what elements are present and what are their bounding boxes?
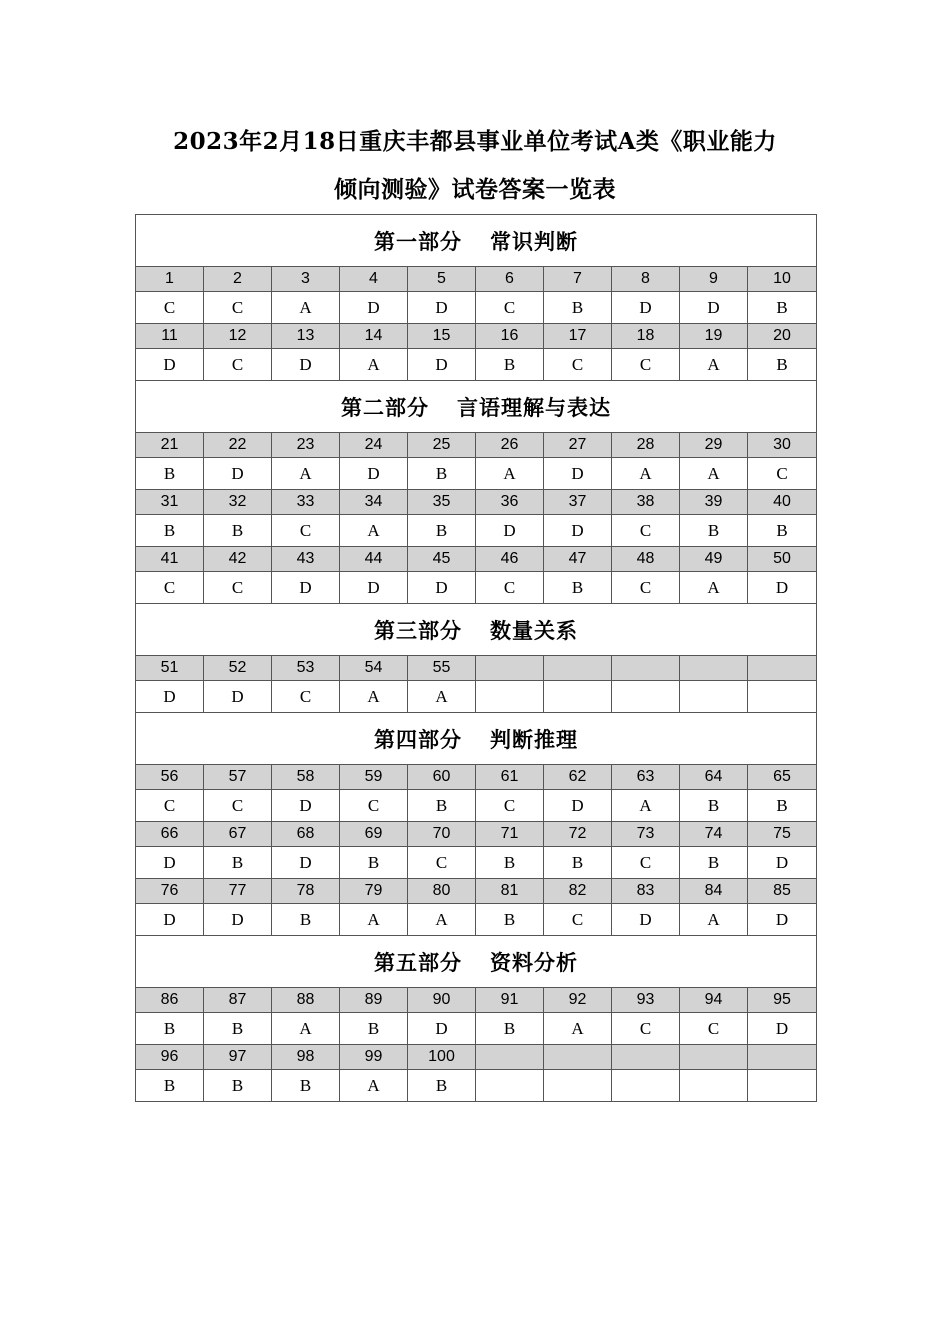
answer-row [136,1013,817,1045]
question-number-cell: 82 [544,879,612,904]
question-number-cell: 49 [680,547,748,572]
answer-cell [476,1070,544,1102]
question-number-cell: 31 [136,490,204,515]
question-number-row [136,988,817,1013]
question-number-cell: 90 [408,988,476,1013]
answer-row [136,292,817,324]
answer-cell: A [272,1013,340,1045]
answer-cell: A [544,1013,612,1045]
question-number-cell [476,1045,544,1070]
section-title [136,381,817,433]
question-number-cell: 4 [340,267,408,292]
section-part-label: 第二部分 [341,394,429,420]
question-number-cell: 40 [748,490,817,515]
answer-cell: B [136,458,204,490]
section-part-label: 第四部分 [374,726,462,752]
answer-row [136,790,817,822]
question-number-cell: 15 [408,324,476,349]
question-number-cell: 18 [612,324,680,349]
question-number-cell [544,1045,612,1070]
answer-cell: B [408,790,476,822]
question-number-cell: 63 [612,765,680,790]
question-number-row [136,656,817,681]
answer-cell: D [748,904,817,936]
answer-cell: B [204,1013,272,1045]
question-number-cell: 68 [272,822,340,847]
answer-cell: B [340,847,408,879]
answer-cell: C [612,572,680,604]
answer-cell: C [136,790,204,822]
answer-cell: B [544,847,612,879]
answer-row [136,515,817,547]
answer-cell: D [748,847,817,879]
question-number-cell: 83 [612,879,680,904]
answer-cell: A [476,458,544,490]
answer-cell: C [476,292,544,324]
question-number-cell: 84 [680,879,748,904]
answer-cell: D [204,904,272,936]
section-title [136,215,817,267]
answer-cell: A [680,572,748,604]
answer-cell: B [272,904,340,936]
question-number-cell: 47 [544,547,612,572]
question-number-cell: 80 [408,879,476,904]
answer-cell: C [612,515,680,547]
answer-cell: B [204,515,272,547]
section-part-label: 第三部分 [374,617,462,643]
question-number-cell: 17 [544,324,612,349]
question-number-cell: 93 [612,988,680,1013]
answer-cell: B [476,349,544,381]
answer-cell: B [476,904,544,936]
question-number-cell: 57 [204,765,272,790]
question-number-cell: 97 [204,1045,272,1070]
answer-cell: B [408,515,476,547]
question-number-cell: 70 [408,822,476,847]
answer-cell [748,1070,817,1102]
answer-cell: B [680,790,748,822]
answer-cell: B [680,847,748,879]
answer-cell: A [340,349,408,381]
answer-cell: D [136,349,204,381]
answer-cell: C [612,349,680,381]
question-number-cell: 39 [680,490,748,515]
answer-cell: D [204,458,272,490]
section-name-label: 判断推理 [490,726,578,752]
answer-cell: C [476,790,544,822]
answer-cell [544,1070,612,1102]
answer-row [136,681,817,713]
question-number-cell: 1 [136,267,204,292]
question-number-cell: 38 [612,490,680,515]
answer-cell: D [476,515,544,547]
answer-cell: D [612,904,680,936]
question-number-cell: 6 [476,267,544,292]
question-number-cell: 53 [272,656,340,681]
question-number-cell: 46 [476,547,544,572]
answer-cell: A [612,458,680,490]
answer-cell: C [612,1013,680,1045]
answer-cell: C [204,349,272,381]
section-name-label: 言语理解与表达 [457,394,611,420]
question-number-cell: 24 [340,433,408,458]
answer-cell: D [272,572,340,604]
answer-cell: C [136,572,204,604]
section-title [136,604,817,656]
section-header-row [136,381,817,433]
question-number-cell: 72 [544,822,612,847]
answer-cell: D [544,790,612,822]
answer-cell: C [544,349,612,381]
answer-cell: B [340,1013,408,1045]
question-number-cell: 50 [748,547,817,572]
question-number-cell: 23 [272,433,340,458]
question-number-cell: 54 [340,656,408,681]
question-number-cell: 51 [136,656,204,681]
answer-cell: C [612,847,680,879]
section-header-row [136,936,817,988]
answer-cell: A [680,904,748,936]
question-number-cell [612,1045,680,1070]
question-number-cell [476,656,544,681]
question-number-cell: 58 [272,765,340,790]
question-number-cell [748,656,817,681]
question-number-cell: 30 [748,433,817,458]
answer-cell: D [408,1013,476,1045]
question-number-cell: 9 [680,267,748,292]
answer-cell: B [544,572,612,604]
answer-cell: A [340,1070,408,1102]
question-number-cell: 32 [204,490,272,515]
document-title [0,118,950,214]
answer-row [136,572,817,604]
question-number-cell: 59 [340,765,408,790]
question-number-row [136,765,817,790]
question-number-cell: 88 [272,988,340,1013]
answer-cell: C [272,515,340,547]
answer-table [135,214,817,1102]
answer-row [136,458,817,490]
answer-cell: A [612,790,680,822]
answer-cell: C [340,790,408,822]
answer-cell: C [544,904,612,936]
answer-row [136,1070,817,1102]
answer-cell [476,681,544,713]
question-number-cell: 69 [340,822,408,847]
answer-cell: A [408,904,476,936]
question-number-cell: 2 [204,267,272,292]
answer-cell: B [136,1070,204,1102]
question-number-cell: 61 [476,765,544,790]
question-number-cell: 81 [476,879,544,904]
question-number-cell: 85 [748,879,817,904]
answer-cell: C [204,572,272,604]
answer-cell [544,681,612,713]
answer-cell: D [748,572,817,604]
question-number-cell: 20 [748,324,817,349]
question-number-cell: 76 [136,879,204,904]
question-number-cell: 91 [476,988,544,1013]
question-number-cell: 99 [340,1045,408,1070]
question-number-cell: 5 [408,267,476,292]
question-number-row [136,433,817,458]
question-number-cell: 98 [272,1045,340,1070]
question-number-row [136,267,817,292]
answer-cell [680,681,748,713]
answer-cell: B [476,1013,544,1045]
question-number-cell: 43 [272,547,340,572]
answer-cell: A [680,349,748,381]
question-number-cell: 35 [408,490,476,515]
question-number-cell: 25 [408,433,476,458]
question-number-row [136,822,817,847]
question-number-row [136,547,817,572]
question-number-cell: 14 [340,324,408,349]
question-number-row [136,490,817,515]
question-number-cell: 74 [680,822,748,847]
answer-row [136,904,817,936]
answer-cell: D [408,292,476,324]
answer-cell: D [272,847,340,879]
answer-cell: B [272,1070,340,1102]
question-number-cell: 33 [272,490,340,515]
answer-cell [612,1070,680,1102]
question-number-cell: 37 [544,490,612,515]
answer-cell: C [476,572,544,604]
answer-cell: B [408,1070,476,1102]
answer-cell: D [340,292,408,324]
answer-cell: A [408,681,476,713]
answer-cell: C [272,681,340,713]
question-number-row [136,324,817,349]
answer-cell: B [204,1070,272,1102]
answer-cell: C [136,292,204,324]
question-number-cell [680,656,748,681]
question-number-cell: 42 [204,547,272,572]
answer-cell: D [680,292,748,324]
question-number-cell: 65 [748,765,817,790]
answer-cell: A [340,904,408,936]
question-number-cell: 16 [476,324,544,349]
answer-cell: B [680,515,748,547]
answer-cell: B [748,349,817,381]
answer-cell: C [204,292,272,324]
answer-row [136,349,817,381]
answer-row [136,847,817,879]
question-number-cell: 100 [408,1045,476,1070]
answer-cell: C [204,790,272,822]
question-number-cell: 27 [544,433,612,458]
question-number-cell: 44 [340,547,408,572]
section-name-label: 资料分析 [490,949,578,975]
question-number-cell [680,1045,748,1070]
question-number-cell: 56 [136,765,204,790]
answer-cell: D [136,904,204,936]
answer-cell: D [204,681,272,713]
answer-cell: B [544,292,612,324]
question-number-cell: 8 [612,267,680,292]
question-number-cell: 92 [544,988,612,1013]
answer-cell: B [748,292,817,324]
question-number-cell: 3 [272,267,340,292]
question-number-cell: 52 [204,656,272,681]
answer-cell: C [408,847,476,879]
question-number-cell: 79 [340,879,408,904]
answer-cell: D [544,458,612,490]
question-number-cell: 19 [680,324,748,349]
answer-cell: D [408,572,476,604]
answer-cell: D [612,292,680,324]
answer-cell: D [340,458,408,490]
question-number-cell: 28 [612,433,680,458]
question-number-cell: 62 [544,765,612,790]
question-number-cell: 21 [136,433,204,458]
question-number-cell: 7 [544,267,612,292]
question-number-cell: 78 [272,879,340,904]
question-number-row [136,1045,817,1070]
question-number-cell: 26 [476,433,544,458]
answer-cell [612,681,680,713]
answer-cell: B [748,515,817,547]
question-number-cell: 13 [272,324,340,349]
title-line-1: 2023年2月18日重庆丰都县事业单位考试A类《职业能力 [173,128,777,155]
question-number-cell: 67 [204,822,272,847]
question-number-cell: 77 [204,879,272,904]
section-part-label: 第五部分 [374,949,462,975]
answer-cell: A [680,458,748,490]
section-header-row [136,215,817,267]
question-number-cell: 96 [136,1045,204,1070]
answer-table-body [136,215,817,1102]
answer-cell: B [136,515,204,547]
section-title [136,936,817,988]
answer-cell: B [408,458,476,490]
answer-cell [680,1070,748,1102]
answer-cell: D [272,349,340,381]
answer-cell: D [408,349,476,381]
question-number-cell: 11 [136,324,204,349]
answer-cell: D [340,572,408,604]
answer-cell: D [748,1013,817,1045]
section-part-label: 第一部分 [374,228,462,254]
question-number-cell [748,1045,817,1070]
question-number-cell: 36 [476,490,544,515]
section-title [136,713,817,765]
question-number-cell: 73 [612,822,680,847]
question-number-row [136,879,817,904]
question-number-cell: 66 [136,822,204,847]
question-number-cell: 95 [748,988,817,1013]
question-number-cell: 89 [340,988,408,1013]
answer-cell: B [136,1013,204,1045]
question-number-cell: 45 [408,547,476,572]
question-number-cell: 22 [204,433,272,458]
question-number-cell: 10 [748,267,817,292]
answer-cell: C [748,458,817,490]
section-name-label: 常识判断 [490,228,578,254]
answer-cell: B [476,847,544,879]
question-number-cell [612,656,680,681]
answer-cell: B [748,790,817,822]
answer-cell: D [136,847,204,879]
question-number-cell: 71 [476,822,544,847]
section-header-row [136,713,817,765]
question-number-cell: 86 [136,988,204,1013]
answer-cell: A [340,681,408,713]
question-number-cell: 75 [748,822,817,847]
question-number-cell: 12 [204,324,272,349]
title-line-2: 倾向测验》试卷答案一览表 [334,176,616,203]
question-number-cell: 60 [408,765,476,790]
question-number-cell: 41 [136,547,204,572]
answer-cell: D [544,515,612,547]
answer-cell: A [272,458,340,490]
question-number-cell [544,656,612,681]
answer-cell: D [272,790,340,822]
section-name-label: 数量关系 [490,617,578,643]
question-number-cell: 34 [340,490,408,515]
answer-cell: B [204,847,272,879]
section-header-row [136,604,817,656]
answer-cell: D [136,681,204,713]
question-number-cell: 94 [680,988,748,1013]
answer-cell: C [680,1013,748,1045]
question-number-cell: 48 [612,547,680,572]
question-number-cell: 55 [408,656,476,681]
question-number-cell: 87 [204,988,272,1013]
answer-cell [748,681,817,713]
answer-cell: A [272,292,340,324]
question-number-cell: 64 [680,765,748,790]
question-number-cell: 29 [680,433,748,458]
answer-cell: A [340,515,408,547]
